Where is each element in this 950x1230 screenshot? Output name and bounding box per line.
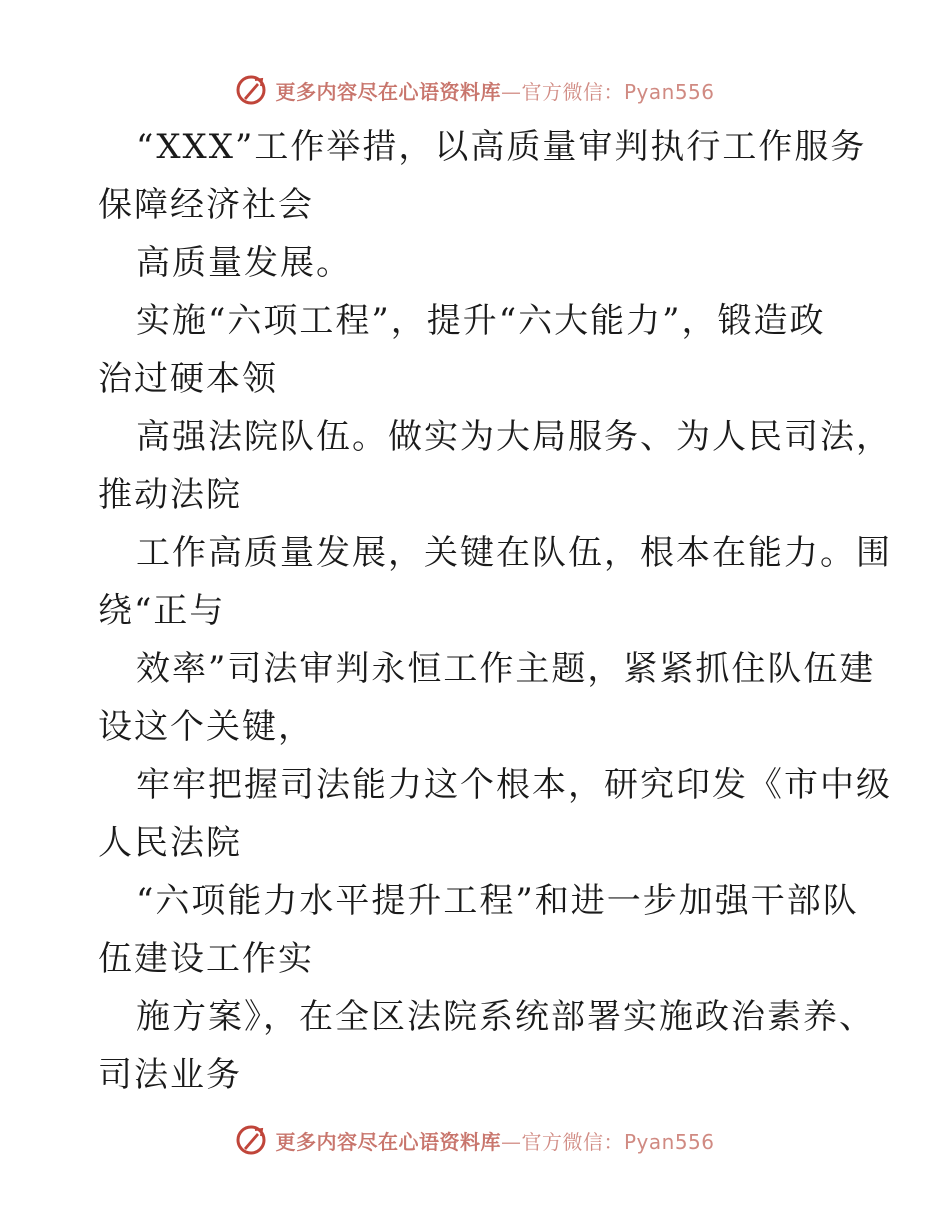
text-line: “XXX”工作举措，以高质量审判执行工作服务: [136, 127, 867, 167]
quill-logo-icon: [235, 1124, 267, 1156]
text-line: 效率”司法审判永恒工作主题，紧紧抓住队伍建: [136, 649, 876, 689]
text-line: 牢牢把握司法能力这个根本，研究印发《市中级: [136, 765, 892, 805]
text-line: “六项能力水平提升工程”和进一步加强干部队: [136, 881, 859, 921]
text-line: 治过硬本领: [98, 359, 278, 399]
text-line: 设这个关键，: [98, 707, 314, 747]
text-line: 人民法院: [98, 823, 242, 863]
text-line: 保障经济社会: [98, 185, 314, 225]
text-line: 工作高质量发展，关键在队伍，根本在能力。围: [136, 533, 892, 573]
text-line: 高质量发展。: [136, 243, 352, 283]
header-watermark-text: [275, 76, 714, 105]
watermark-account: Pyan556: [623, 1129, 715, 1154]
quill-logo-icon: [235, 74, 267, 106]
text-line: 施方案》，在全区法院系统部署实施政治素养、: [136, 997, 875, 1037]
watermark-label: 官方微信：: [521, 1129, 624, 1154]
footer-watermark: [0, 1120, 950, 1160]
watermark-label: 官方微信：: [521, 79, 624, 104]
header-watermark: [0, 70, 950, 110]
text-line: 实施“六项工程”，提升“六大能力”，锻造政: [136, 301, 826, 341]
text-line: 高强法院队伍。做实为大局服务、为人民司法，: [136, 417, 892, 457]
watermark-dash: —: [500, 79, 522, 104]
text-line: 绕“正与: [98, 591, 226, 631]
footer-watermark-text: [275, 1126, 714, 1155]
text-line: 伍建设工作实: [98, 939, 314, 979]
text-line: 司法业务: [98, 1055, 242, 1095]
watermark-account: Pyan556: [623, 79, 715, 104]
watermark-dash: —: [500, 1129, 522, 1154]
watermark-brand: 更多内容尽在心语资料库: [275, 1129, 501, 1154]
watermark-brand: 更多内容尽在心语资料库: [275, 79, 501, 104]
text-line: 推动法院: [98, 475, 242, 515]
document-body: [98, 118, 892, 1104]
